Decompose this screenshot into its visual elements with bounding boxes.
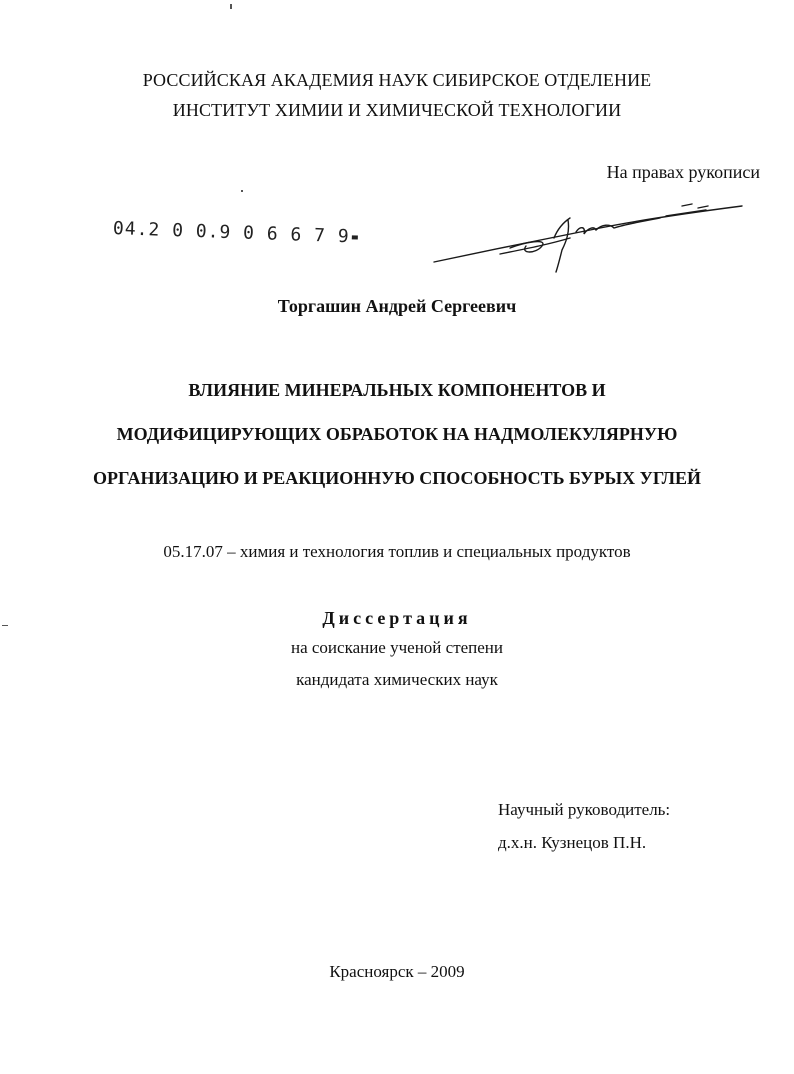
organization-line-2: ИНСТИТУТ ХИМИИ И ХИМИЧЕСКОЙ ТЕХНОЛОГИИ (172, 100, 622, 120)
thesis-title-line-2: МОДИФИЦИРУЮЩИХ ОБРАБОТОК НА НАДМОЛЕКУЛЯРНУЮ (116, 424, 678, 444)
thesis-title-line-1: ВЛИЯНИЕ МИНЕРАЛЬНЫХ КОМПОНЕНТОВ И (188, 380, 606, 400)
degree-line-2: кандидата химических наук (296, 670, 498, 689)
supervisor-name: д.х.н. Кузнецов П.Н. (498, 833, 647, 852)
archive-stamp-number (113, 218, 358, 248)
thesis-title-line-3: ОРГАНИЗАЦИЮ И РЕАКЦИОННУЮ СПОСОБНОСТЬ БУРЫХ УГЛЕЙ (92, 468, 702, 488)
scan-speck (241, 190, 243, 192)
dissertation-heading: Диссертация (322, 608, 472, 628)
city-year: Красноярск – 2009 (329, 962, 465, 981)
specialty-code: 05.17.07 – химия и технология топлив и специальных продуктов (163, 542, 631, 561)
stamp-dot (352, 235, 358, 239)
scan-speck (230, 4, 232, 9)
organization-line-1: РОССИЙСКАЯ АКАДЕМИЯ НАУК СИБИРСКОЕ ОТДЕЛЕНИЕ (142, 70, 652, 90)
rights-note: На правах рукописи (606, 162, 760, 182)
supervisor-label: Научный руководитель: (498, 800, 671, 819)
author-name: Торгашин Андрей Сергеевич (277, 296, 517, 316)
signature-image (430, 198, 750, 278)
degree-line-1: на соискание ученой степени (290, 638, 504, 657)
stamp-number-text: 04.2 0 0.9 0 6 6 7 9 (112, 218, 350, 248)
